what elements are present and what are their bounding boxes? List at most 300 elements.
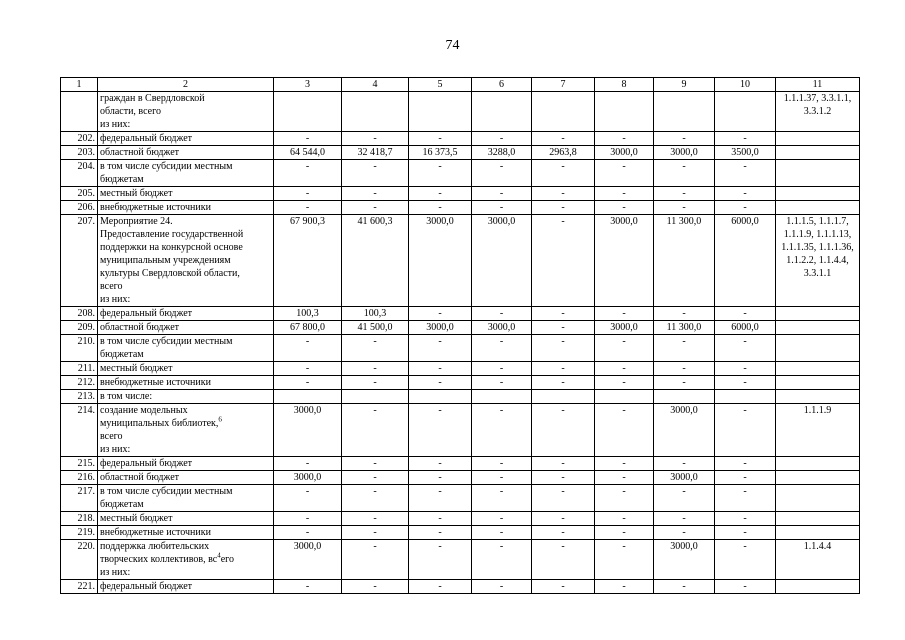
row-name-line: областной бюджет — [100, 472, 180, 483]
value-cell: - — [595, 457, 654, 471]
row-name — [98, 512, 274, 526]
value-cell: - — [532, 526, 595, 540]
target-reference — [776, 321, 860, 335]
value-cell: - — [472, 580, 532, 594]
value-cell: - — [472, 376, 532, 390]
value-cell: 3000,0 — [654, 471, 715, 485]
target-reference: 1.1.1.9 — [776, 404, 860, 457]
row-name-line: областной бюджет — [100, 147, 180, 158]
target-reference — [776, 526, 860, 540]
value-cell: - — [532, 362, 595, 376]
column-header: 11 — [776, 78, 860, 92]
table-row — [61, 526, 860, 540]
target-reference — [776, 512, 860, 526]
row-name-line: всего — [100, 281, 123, 292]
value-cell: - — [654, 485, 715, 512]
row-name — [98, 146, 274, 160]
value-cell: - — [472, 471, 532, 485]
target-reference — [776, 201, 860, 215]
value-cell — [654, 390, 715, 404]
value-cell: - — [409, 485, 472, 512]
value-cell: - — [532, 471, 595, 485]
table-row — [61, 540, 860, 580]
column-header: 4 — [342, 78, 409, 92]
value-cell: - — [472, 404, 532, 457]
value-cell: - — [409, 335, 472, 362]
value-cell: 3000,0 — [274, 404, 342, 457]
value-cell: 41 500,0 — [342, 321, 409, 335]
value-cell: - — [274, 362, 342, 376]
value-cell: 32 418,7 — [342, 146, 409, 160]
value-cell — [342, 92, 409, 132]
target-reference: 1.1.4.4 — [776, 540, 860, 580]
row-number: 220. — [61, 540, 98, 580]
row-name-line: федеральный бюджет — [100, 133, 193, 144]
value-cell: - — [532, 580, 595, 594]
value-cell: - — [342, 160, 409, 187]
target-reference — [776, 160, 860, 187]
value-cell: - — [595, 201, 654, 215]
row-name-line: культуры Свердловской области, — [100, 268, 240, 279]
value-cell: - — [532, 215, 595, 307]
value-cell: - — [654, 160, 715, 187]
page-number: 74 — [445, 38, 460, 53]
value-cell: - — [342, 580, 409, 594]
value-cell: - — [715, 485, 776, 512]
row-name-line: творческих коллективов, $вс^4его$ — [100, 551, 234, 565]
value-cell: - — [274, 526, 342, 540]
value-cell: 3000,0 — [654, 146, 715, 160]
value-cell: - — [595, 187, 654, 201]
column-header: 10 — [715, 78, 776, 92]
target-reference — [776, 335, 860, 362]
row-name-line: из них: — [100, 444, 131, 455]
value-cell: - — [342, 471, 409, 485]
value-cell: - — [532, 404, 595, 457]
value-cell: - — [409, 540, 472, 580]
table-row — [61, 307, 860, 321]
value-cell: - — [532, 485, 595, 512]
value-cell: - — [409, 404, 472, 457]
value-cell — [274, 390, 342, 404]
row-number: 211. — [61, 362, 98, 376]
row-number: 207. — [61, 215, 98, 307]
row-number: 212. — [61, 376, 98, 390]
table-row — [61, 362, 860, 376]
value-cell: 64 544,0 — [274, 146, 342, 160]
row-name-line: федеральный бюджет — [100, 308, 193, 319]
value-cell: - — [409, 132, 472, 146]
target-reference — [776, 580, 860, 594]
value-cell: - — [715, 132, 776, 146]
table-row — [61, 335, 860, 362]
table-row — [61, 512, 860, 526]
row-number: 217. — [61, 485, 98, 512]
row-number: 203. — [61, 146, 98, 160]
column-header: 5 — [409, 78, 472, 92]
row-name — [98, 540, 274, 580]
value-cell: 3500,0 — [715, 146, 776, 160]
value-cell: 16 373,5 — [409, 146, 472, 160]
value-cell: - — [342, 540, 409, 580]
value-cell: 3000,0 — [654, 404, 715, 457]
table-row — [61, 404, 860, 457]
row-name — [98, 362, 274, 376]
value-cell: - — [532, 540, 595, 580]
value-cell: - — [654, 187, 715, 201]
value-cell: 3000,0 — [409, 215, 472, 307]
target-reference — [776, 390, 860, 404]
value-cell: - — [472, 132, 532, 146]
value-cell: - — [595, 471, 654, 485]
value-cell: - — [472, 201, 532, 215]
row-name-line: всего — [100, 431, 123, 442]
column-header-row — [61, 78, 860, 92]
value-cell: - — [595, 307, 654, 321]
value-cell: - — [342, 512, 409, 526]
table-row — [61, 160, 860, 187]
table-row — [61, 485, 860, 512]
value-cell: - — [595, 540, 654, 580]
column-header: 7 — [532, 78, 595, 92]
row-number: 209. — [61, 321, 98, 335]
row-name — [98, 580, 274, 594]
value-cell: 2963,8 — [532, 146, 595, 160]
value-cell: - — [715, 376, 776, 390]
value-cell: - — [472, 540, 532, 580]
row-number: 218. — [61, 512, 98, 526]
table-row — [61, 146, 860, 160]
value-cell: 6000,0 — [715, 321, 776, 335]
value-cell: 3000,0 — [472, 215, 532, 307]
value-cell: - — [472, 335, 532, 362]
value-cell: - — [472, 307, 532, 321]
row-name-line: областной бюджет — [100, 322, 180, 333]
value-cell: - — [472, 512, 532, 526]
column-header: 8 — [595, 78, 654, 92]
value-cell: - — [532, 132, 595, 146]
row-name-line: поддержки на конкурсной основе — [100, 242, 243, 253]
row-name — [98, 485, 274, 512]
row-name — [98, 307, 274, 321]
value-cell: - — [409, 376, 472, 390]
column-header: 9 — [654, 78, 715, 92]
value-cell: - — [532, 376, 595, 390]
row-number: 216. — [61, 471, 98, 485]
target-reference — [776, 457, 860, 471]
value-cell: - — [274, 187, 342, 201]
value-cell: - — [715, 201, 776, 215]
value-cell: - — [595, 526, 654, 540]
value-cell: - — [654, 457, 715, 471]
value-cell: - — [409, 457, 472, 471]
row-number — [61, 92, 98, 132]
target-reference — [776, 471, 860, 485]
value-cell: - — [342, 404, 409, 457]
row-name — [98, 457, 274, 471]
value-cell: - — [342, 485, 409, 512]
row-name-line: из них: — [100, 567, 131, 578]
value-cell: - — [595, 376, 654, 390]
value-cell: - — [715, 160, 776, 187]
footnote-marker: 6 — [218, 415, 222, 424]
value-cell: 3288,0 — [472, 146, 532, 160]
column-header: 1 — [61, 78, 98, 92]
value-cell: - — [532, 457, 595, 471]
value-cell: 3000,0 — [654, 540, 715, 580]
row-name-line: местный бюджет — [100, 363, 173, 374]
target-reference — [776, 485, 860, 512]
row-name — [98, 92, 274, 132]
row-number: 206. — [61, 201, 98, 215]
value-cell: - — [595, 335, 654, 362]
value-cell: - — [715, 540, 776, 580]
value-cell: - — [532, 335, 595, 362]
row-name — [98, 335, 274, 362]
value-cell: 3000,0 — [274, 471, 342, 485]
value-cell: - — [274, 335, 342, 362]
value-cell: - — [409, 307, 472, 321]
column-header: 3 — [274, 78, 342, 92]
value-cell: 11 300,0 — [654, 321, 715, 335]
value-cell: - — [472, 160, 532, 187]
value-cell: - — [274, 160, 342, 187]
row-name-line: в том числе субсидии местным — [100, 161, 233, 172]
row-name-line: бюджетам — [100, 174, 144, 185]
value-cell: - — [274, 485, 342, 512]
value-cell: 3000,0 — [274, 540, 342, 580]
row-name-line: внебюджетные источники — [100, 377, 211, 388]
value-cell: - — [595, 132, 654, 146]
value-cell: - — [654, 335, 715, 362]
value-cell: 6000,0 — [715, 215, 776, 307]
row-number: 221. — [61, 580, 98, 594]
row-name-line: Мероприятие 24. — [100, 216, 173, 227]
value-cell: - — [409, 526, 472, 540]
table-row — [61, 580, 860, 594]
row-name-line: бюджетам — [100, 499, 144, 510]
value-cell: - — [274, 457, 342, 471]
target-reference — [776, 187, 860, 201]
value-cell: - — [342, 187, 409, 201]
table-row — [61, 457, 860, 471]
row-number: 219. — [61, 526, 98, 540]
value-cell: - — [595, 160, 654, 187]
value-cell: 41 600,3 — [342, 215, 409, 307]
row-name — [98, 201, 274, 215]
value-cell — [595, 390, 654, 404]
row-number: 214. — [61, 404, 98, 457]
row-name-line: в том числе: — [100, 391, 153, 402]
table-row — [61, 390, 860, 404]
row-name-line: местный бюджет — [100, 513, 173, 524]
value-cell: - — [472, 187, 532, 201]
value-cell: - — [532, 187, 595, 201]
row-name-line: из них: — [100, 119, 131, 130]
value-cell: - — [715, 362, 776, 376]
value-cell: 3000,0 — [472, 321, 532, 335]
value-cell: - — [342, 362, 409, 376]
row-name — [98, 526, 274, 540]
value-cell: - — [654, 376, 715, 390]
row-name-line: бюджетам — [100, 349, 144, 360]
value-cell — [274, 92, 342, 132]
value-cell: - — [274, 376, 342, 390]
row-name-line: внебюджетные источники — [100, 202, 211, 213]
value-cell: - — [409, 471, 472, 485]
value-cell — [409, 390, 472, 404]
row-name — [98, 321, 274, 335]
row-number: 205. — [61, 187, 98, 201]
value-cell: - — [342, 457, 409, 471]
table-row — [61, 471, 860, 485]
value-cell: - — [409, 512, 472, 526]
target-reference: 1.1.1.5, 1.1.1.7, 1.1.1.9, 1.1.1.13, 1.1.1.35, 1.1.1.36, 1.1.2.2, 1.1.4.4, 3.3.1.1 — [776, 215, 860, 307]
target-reference — [776, 146, 860, 160]
value-cell: 3000,0 — [595, 146, 654, 160]
value-cell: - — [532, 307, 595, 321]
row-name-line: федеральный бюджет — [100, 581, 193, 592]
value-cell: - — [409, 187, 472, 201]
target-reference — [776, 376, 860, 390]
value-cell — [532, 390, 595, 404]
value-cell — [472, 390, 532, 404]
value-cell: - — [342, 335, 409, 362]
value-cell: - — [595, 362, 654, 376]
value-cell: - — [342, 132, 409, 146]
value-cell: - — [715, 526, 776, 540]
value-cell: - — [595, 512, 654, 526]
value-cell: - — [409, 201, 472, 215]
row-number: 215. — [61, 457, 98, 471]
value-cell — [472, 92, 532, 132]
row-name — [98, 215, 274, 307]
target-reference: 1.1.1.37, 3.3.1.1, 3.3.1.2 — [776, 92, 860, 132]
row-name — [98, 132, 274, 146]
value-cell: - — [715, 512, 776, 526]
table-row — [61, 376, 860, 390]
row-name — [98, 160, 274, 187]
value-cell: - — [715, 471, 776, 485]
row-name — [98, 376, 274, 390]
value-cell: - — [715, 580, 776, 594]
row-name — [98, 471, 274, 485]
row-number: 202. — [61, 132, 98, 146]
value-cell: - — [715, 457, 776, 471]
row-name — [98, 187, 274, 201]
row-name-text: его — [220, 554, 234, 565]
value-cell: - — [274, 201, 342, 215]
value-cell: 100,3 — [274, 307, 342, 321]
table-row — [61, 321, 860, 335]
value-cell: - — [654, 362, 715, 376]
row-name-line: поддержка любительских — [100, 541, 210, 552]
row-number: 210. — [61, 335, 98, 362]
value-cell: - — [342, 376, 409, 390]
value-cell: 3000,0 — [409, 321, 472, 335]
table-row — [61, 92, 860, 132]
target-reference — [776, 362, 860, 376]
row-name — [98, 390, 274, 404]
value-cell: 67 800,0 — [274, 321, 342, 335]
value-cell: - — [595, 485, 654, 512]
row-name-line: в том числе субсидии местным — [100, 486, 233, 497]
row-name-line: из них: — [100, 294, 131, 305]
value-cell — [595, 92, 654, 132]
value-cell: - — [409, 580, 472, 594]
value-cell: - — [595, 404, 654, 457]
row-name-line: в том числе субсидии местным — [100, 336, 233, 347]
row-name-line: муниципальных библиотек,$^6$ — [100, 415, 222, 429]
row-name-line: федеральный бюджет — [100, 458, 193, 469]
table-row — [61, 187, 860, 201]
value-cell: - — [595, 580, 654, 594]
value-cell: - — [654, 512, 715, 526]
value-cell: - — [532, 201, 595, 215]
row-name-line: граждан в Свердловской — [100, 93, 205, 104]
value-cell — [715, 92, 776, 132]
value-cell: - — [654, 580, 715, 594]
value-cell: - — [532, 321, 595, 335]
row-name-line: области, всего — [100, 106, 161, 117]
value-cell: - — [274, 512, 342, 526]
column-header: 2 — [98, 78, 274, 92]
value-cell — [342, 390, 409, 404]
row-name-line: муниципальным учреждениям — [100, 255, 231, 266]
value-cell: - — [532, 512, 595, 526]
value-cell: - — [654, 201, 715, 215]
row-name-line: создание модельных — [100, 405, 188, 416]
budget-table — [60, 77, 860, 594]
value-cell: - — [472, 457, 532, 471]
value-cell: 67 900,3 — [274, 215, 342, 307]
value-cell: - — [715, 187, 776, 201]
row-name-line: внебюджетные источники — [100, 527, 211, 538]
value-cell: - — [654, 132, 715, 146]
value-cell: - — [715, 335, 776, 362]
value-cell: - — [532, 160, 595, 187]
value-cell: - — [472, 362, 532, 376]
row-name-line: Предоставление государственной — [100, 229, 244, 240]
value-cell: - — [342, 526, 409, 540]
target-reference — [776, 307, 860, 321]
value-cell: - — [715, 307, 776, 321]
value-cell: - — [715, 404, 776, 457]
value-cell: - — [654, 526, 715, 540]
value-cell: 3000,0 — [595, 321, 654, 335]
value-cell: 11 300,0 — [654, 215, 715, 307]
value-cell — [532, 92, 595, 132]
value-cell — [409, 92, 472, 132]
value-cell — [654, 92, 715, 132]
value-cell: - — [274, 132, 342, 146]
value-cell: - — [409, 362, 472, 376]
row-name-line: местный бюджет — [100, 188, 173, 199]
value-cell: 3000,0 — [595, 215, 654, 307]
target-reference — [776, 132, 860, 146]
footnote-marker: 4 — [217, 551, 221, 560]
table-row — [61, 201, 860, 215]
table-row — [61, 215, 860, 307]
row-number: 213. — [61, 390, 98, 404]
row-name — [98, 404, 274, 457]
value-cell: - — [274, 580, 342, 594]
value-cell — [715, 390, 776, 404]
value-cell: - — [654, 307, 715, 321]
row-number: 208. — [61, 307, 98, 321]
value-cell: - — [472, 485, 532, 512]
column-header: 6 — [472, 78, 532, 92]
